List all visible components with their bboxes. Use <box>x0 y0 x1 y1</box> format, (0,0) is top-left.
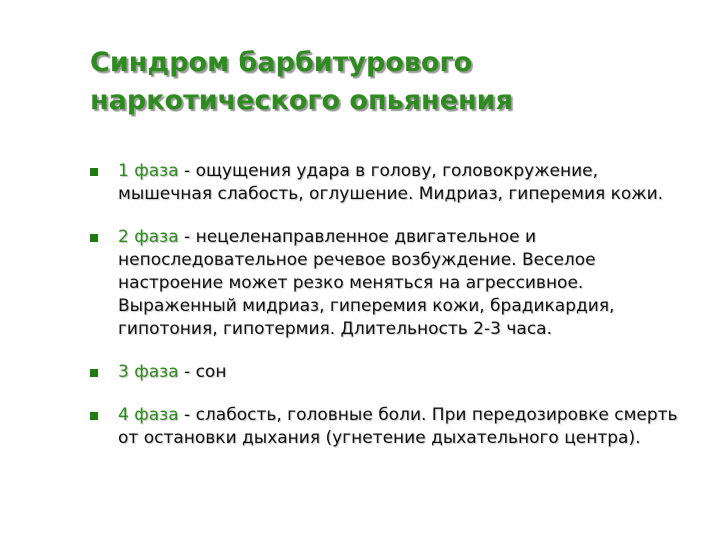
phase-description: - нецеленаправленное двигательное и непоследовательное речевое возбуждение. Веселое настроение может резко меняться на агрессивное. Выраженный мидриаз, гиперемия кожи, брадикардия, гипотония, гипотермия. Длительность 2-3 часа. <box>118 227 615 339</box>
phase-description: - ощущения удара в голову, головокружение, мышечная слабость, оглушение. Мидриаз, гиперемия кожи. <box>118 161 664 204</box>
bullet-item-phase-2 <box>90 226 680 341</box>
phase-label: 1 фаза <box>118 161 179 181</box>
square-bullet-icon <box>90 234 98 242</box>
phase-label: 3 фаза <box>118 362 179 382</box>
bullet-item-phase-1 <box>90 160 680 206</box>
square-bullet-icon <box>90 412 98 420</box>
phase-label: 4 фаза <box>118 405 179 425</box>
title-line-1: Синдром барбитурового <box>90 47 473 78</box>
title-line-2: наркотического опьянения <box>90 85 513 116</box>
bullet-list <box>90 160 680 450</box>
bullet-item-phase-4 <box>90 404 680 450</box>
slide-title <box>90 44 650 120</box>
bullet-item-phase-3 <box>90 361 680 384</box>
square-bullet-icon <box>90 168 98 176</box>
phase-description: - сон <box>178 362 227 382</box>
phase-label: 2 фаза <box>118 227 179 247</box>
phase-description: - слабость, головные боли. При передозировке смерть от остановки дыхания (угнетение дыхательного центра). <box>118 405 678 448</box>
square-bullet-icon <box>90 369 98 377</box>
